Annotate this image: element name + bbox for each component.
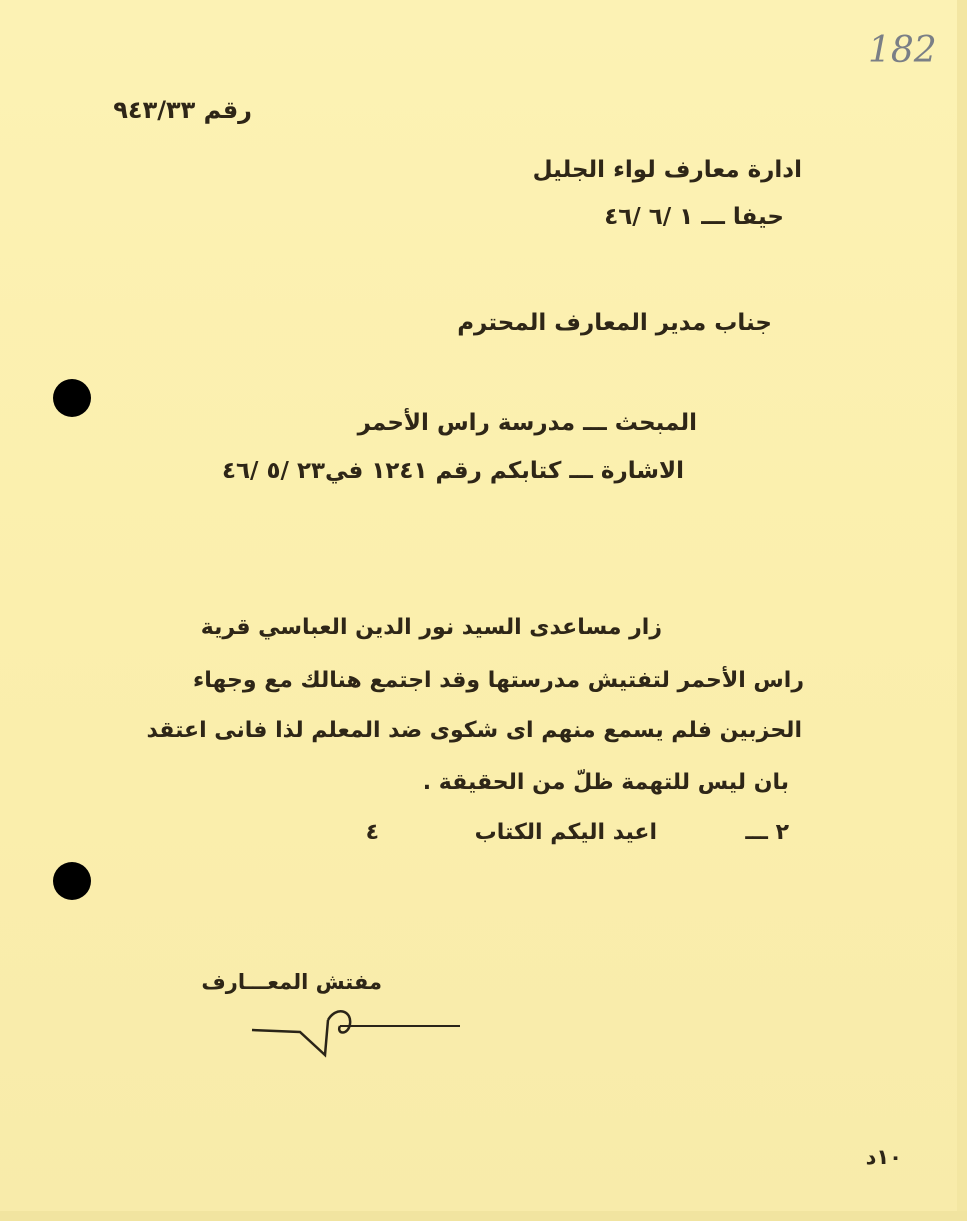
punch-hole-bottom <box>53 862 91 900</box>
subject-line: المبحث ـــ مدرسة راس الأحمر <box>357 410 697 436</box>
sender-place-date: حيفا ـــ ١ /٦ /٤٦ <box>604 204 784 230</box>
body-line-2: راس الأحمر لتفتيش مدرستها وقد اجتمع هنالك مع وجهاء <box>193 668 804 693</box>
page-number: 182 <box>868 30 937 71</box>
page-edge-bottom <box>0 1211 967 1221</box>
signatory-title: مفتش المعـــارف <box>201 970 382 994</box>
body-line-4: بان ليس للتهمة ظلّ من الحقيقة . <box>422 770 789 795</box>
item-text: اعيد اليكم الكتاب <box>474 820 657 845</box>
footer-code: ١٠د <box>865 1145 902 1169</box>
addressee: جناب مدير المعارف المحترم <box>457 310 772 336</box>
punch-hole-top <box>53 379 91 417</box>
reference-number: رقم ٩٤٣/٣٣ <box>113 96 252 124</box>
page-edge-right <box>957 0 967 1221</box>
reference-line: الاشارة ـــ كتابكم رقم ١٢٤١ في٢٣ /٥ /٤٦ <box>221 458 684 484</box>
item-mark: ٤ <box>365 820 379 845</box>
body-line-3: الحزبين فلم يسمع منهم اى شكوى ضد المعلم لذا فانى اعتقد <box>146 718 802 743</box>
body-line-1: زار مساعدى السيد نور الدين العباسي قرية <box>200 615 662 640</box>
sender-department: ادارة معارف لواء الجليل <box>532 157 802 183</box>
handwritten-signature <box>240 1000 470 1070</box>
item-number: ٢ ـــ <box>745 820 789 845</box>
